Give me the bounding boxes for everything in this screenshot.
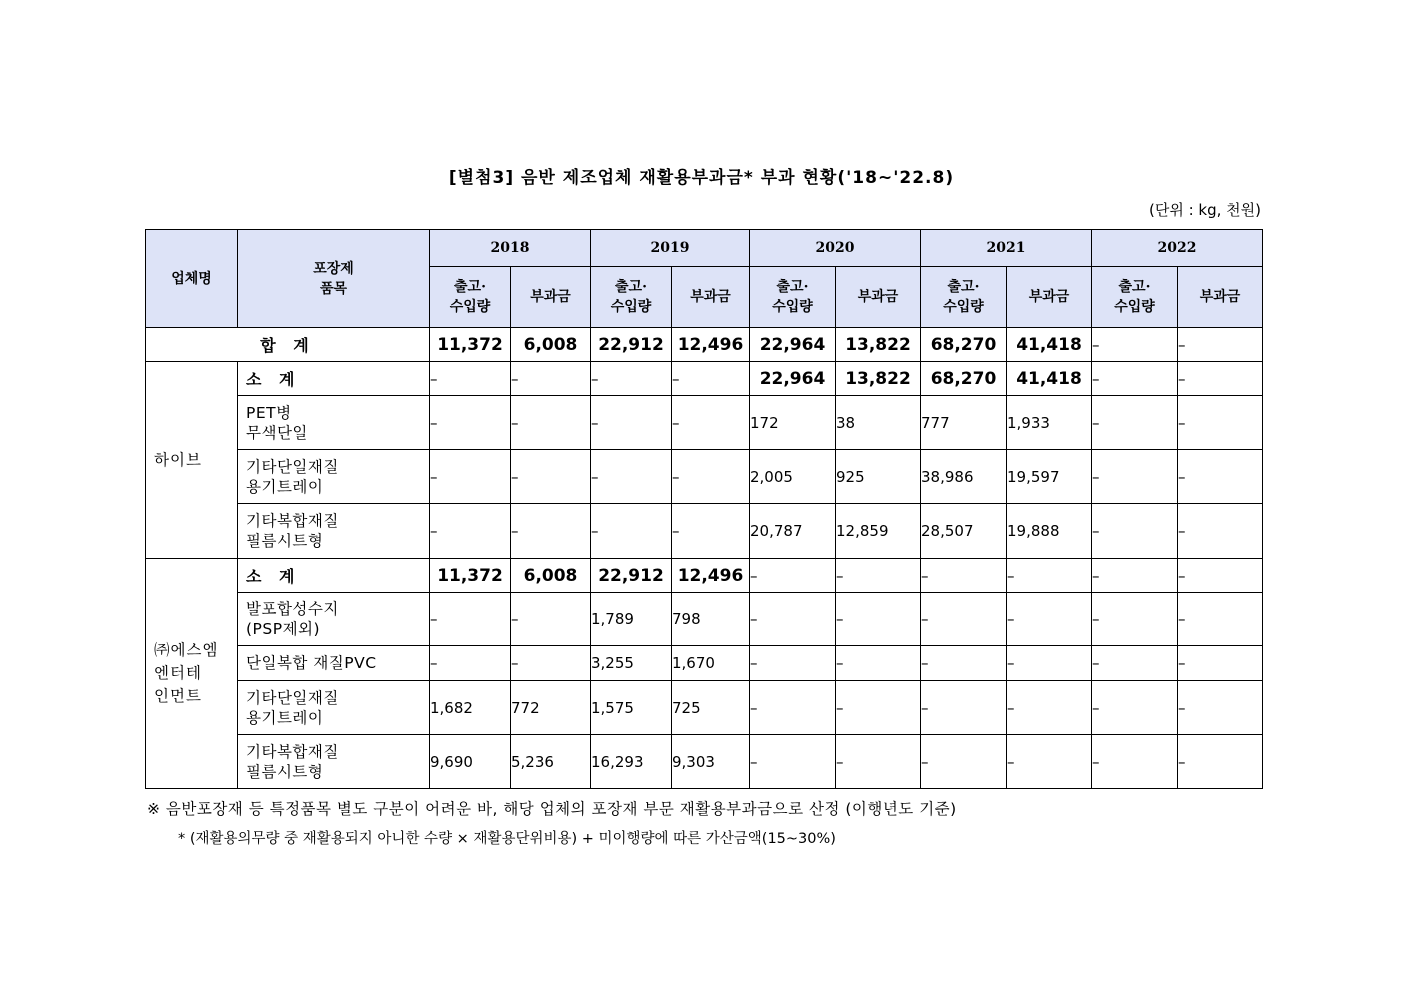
header-year: 2020 xyxy=(750,230,921,267)
dash-cell: – xyxy=(1092,450,1178,504)
dash-cell: – xyxy=(1007,646,1092,681)
value-cell: 16,293 xyxy=(591,735,672,789)
value-cell: 41,418 xyxy=(1007,328,1092,362)
dash-cell: – xyxy=(750,646,836,681)
value-cell: 1,933 xyxy=(1007,396,1092,450)
value-cell: 5,236 xyxy=(511,735,591,789)
packaging-item: PET병 무색단일 xyxy=(238,396,430,450)
dash-cell: – xyxy=(1092,593,1178,646)
dash-cell: – xyxy=(672,396,750,450)
header-company: 업체명 xyxy=(146,230,238,328)
dash-cell: – xyxy=(591,362,672,396)
header-qty: 출고· 수입량 xyxy=(591,267,672,328)
dash-cell: – xyxy=(430,362,511,396)
dash-cell: – xyxy=(1178,328,1263,362)
dash-cell: – xyxy=(750,735,836,789)
page-title: [별첨3] 음반 제조업체 재활용부과금* 부과 현황('18~'22.8) xyxy=(448,168,955,188)
dash-cell: – xyxy=(836,559,921,593)
value-cell: 22,912 xyxy=(591,328,672,362)
dash-cell: – xyxy=(1178,559,1263,593)
dash-cell: – xyxy=(921,735,1007,789)
dash-cell: – xyxy=(921,681,1007,735)
packaging-item: 기타단일재질 용기트레이 xyxy=(238,681,430,735)
packaging-item: 단일복합 재질PVC xyxy=(238,646,430,681)
dash-cell: – xyxy=(511,593,591,646)
value-cell: 12,859 xyxy=(836,504,921,559)
header-qty: 출고· 수입량 xyxy=(921,267,1007,328)
dash-cell: – xyxy=(1178,593,1263,646)
value-cell: 1,789 xyxy=(591,593,672,646)
value-cell: 11,372 xyxy=(430,559,511,593)
dash-cell: – xyxy=(1178,450,1263,504)
dash-cell: – xyxy=(591,450,672,504)
value-cell: 725 xyxy=(672,681,750,735)
value-cell: 12,496 xyxy=(672,328,750,362)
value-cell: 1,682 xyxy=(430,681,511,735)
value-cell: 68,270 xyxy=(921,328,1007,362)
dash-cell: – xyxy=(672,504,750,559)
value-cell: 9,303 xyxy=(672,735,750,789)
dash-cell: – xyxy=(430,593,511,646)
dash-cell: – xyxy=(836,593,921,646)
subtotal-label: 소 계 xyxy=(238,559,430,593)
dash-cell: – xyxy=(1178,362,1263,396)
dash-cell: – xyxy=(750,681,836,735)
header-year: 2019 xyxy=(591,230,750,267)
header-charge: 부과금 xyxy=(836,267,921,328)
value-cell: 1,670 xyxy=(672,646,750,681)
dash-cell: – xyxy=(1092,328,1178,362)
dash-cell: – xyxy=(511,504,591,559)
value-cell: 2,005 xyxy=(750,450,836,504)
header-year: 2018 xyxy=(430,230,591,267)
value-cell: 22,912 xyxy=(591,559,672,593)
dash-cell: – xyxy=(1178,504,1263,559)
footnote-asterisk: * (재활용의무량 중 재활용되지 아니한 수량 × 재활용단위비용) + 미이행량에 따른 가산금액(15~30%) xyxy=(178,831,836,847)
value-cell: 38,986 xyxy=(921,450,1007,504)
dash-cell: – xyxy=(430,450,511,504)
dash-cell: – xyxy=(672,450,750,504)
header-charge: 부과금 xyxy=(672,267,750,328)
dash-cell: – xyxy=(921,593,1007,646)
value-cell: 19,888 xyxy=(1007,504,1092,559)
dash-cell: – xyxy=(836,681,921,735)
value-cell: 3,255 xyxy=(591,646,672,681)
header-year: 2022 xyxy=(1092,230,1263,267)
header-charge: 부과금 xyxy=(511,267,591,328)
value-cell: 22,964 xyxy=(750,328,836,362)
value-cell: 925 xyxy=(836,450,921,504)
header-item: 포장제 품목 xyxy=(238,230,430,328)
subtotal-label: 소 계 xyxy=(238,362,430,396)
header-qty: 출고· 수입량 xyxy=(1092,267,1178,328)
value-cell: 777 xyxy=(921,396,1007,450)
dash-cell: – xyxy=(511,646,591,681)
header-charge: 부과금 xyxy=(1178,267,1263,328)
value-cell: 22,964 xyxy=(750,362,836,396)
header-charge: 부과금 xyxy=(1007,267,1092,328)
value-cell: 9,690 xyxy=(430,735,511,789)
dash-cell: – xyxy=(430,646,511,681)
value-cell: 772 xyxy=(511,681,591,735)
packaging-item: 기타단일재질 용기트레이 xyxy=(238,450,430,504)
dash-cell: – xyxy=(1092,681,1178,735)
dash-cell: – xyxy=(511,396,591,450)
dash-cell: – xyxy=(750,559,836,593)
dash-cell: – xyxy=(836,735,921,789)
dash-cell: – xyxy=(591,504,672,559)
dash-cell: – xyxy=(1178,646,1263,681)
dash-cell: – xyxy=(1007,559,1092,593)
packaging-item: 기타복합재질 필름시트형 xyxy=(238,504,430,559)
dash-cell: – xyxy=(430,504,511,559)
dash-cell: – xyxy=(1178,396,1263,450)
value-cell: 41,418 xyxy=(1007,362,1092,396)
dash-cell: – xyxy=(1178,735,1263,789)
dash-cell: – xyxy=(921,559,1007,593)
value-cell: 1,575 xyxy=(591,681,672,735)
company-name: ㈜에스엠 엔터테 인먼트 xyxy=(146,559,238,789)
dash-cell: – xyxy=(1092,559,1178,593)
dash-cell: – xyxy=(430,396,511,450)
packaging-item: 기타복합재질 필름시트형 xyxy=(238,735,430,789)
dash-cell: – xyxy=(1092,396,1178,450)
recycling-charge-table xyxy=(145,229,1263,789)
value-cell: 68,270 xyxy=(921,362,1007,396)
dash-cell: – xyxy=(591,396,672,450)
value-cell: 798 xyxy=(672,593,750,646)
dash-cell: – xyxy=(511,362,591,396)
total-label: 합 계 xyxy=(146,328,430,362)
dash-cell: – xyxy=(1007,735,1092,789)
dash-cell: – xyxy=(750,593,836,646)
header-year: 2021 xyxy=(921,230,1092,267)
footnote-main: ※ 음반포장재 등 특정품목 별도 구분이 어려운 바, 해당 업체의 포장재 부문 재활용부과금으로 산정 (이행년도 기준) xyxy=(147,800,957,818)
header-qty: 출고· 수입량 xyxy=(430,267,511,328)
header-qty: 출고· 수입량 xyxy=(750,267,836,328)
value-cell: 172 xyxy=(750,396,836,450)
dash-cell: – xyxy=(1178,681,1263,735)
value-cell: 6,008 xyxy=(511,559,591,593)
value-cell: 13,822 xyxy=(836,362,921,396)
dash-cell: – xyxy=(672,362,750,396)
packaging-item: 발포합성수지 (PSP제외) xyxy=(238,593,430,646)
value-cell: 12,496 xyxy=(672,559,750,593)
dash-cell: – xyxy=(1007,593,1092,646)
value-cell: 13,822 xyxy=(836,328,921,362)
dash-cell: – xyxy=(1092,646,1178,681)
value-cell: 38 xyxy=(836,396,921,450)
dash-cell: – xyxy=(1092,362,1178,396)
dash-cell: – xyxy=(1007,681,1092,735)
value-cell: 19,597 xyxy=(1007,450,1092,504)
unit-label: (단위 : kg, 천원) xyxy=(1149,201,1261,219)
value-cell: 20,787 xyxy=(750,504,836,559)
dash-cell: – xyxy=(1092,735,1178,789)
company-name: 하이브 xyxy=(146,362,238,559)
dash-cell: – xyxy=(836,646,921,681)
value-cell: 28,507 xyxy=(921,504,1007,559)
dash-cell: – xyxy=(921,646,1007,681)
dash-cell: – xyxy=(1092,504,1178,559)
value-cell: 6,008 xyxy=(511,328,591,362)
value-cell: 11,372 xyxy=(430,328,511,362)
dash-cell: – xyxy=(511,450,591,504)
